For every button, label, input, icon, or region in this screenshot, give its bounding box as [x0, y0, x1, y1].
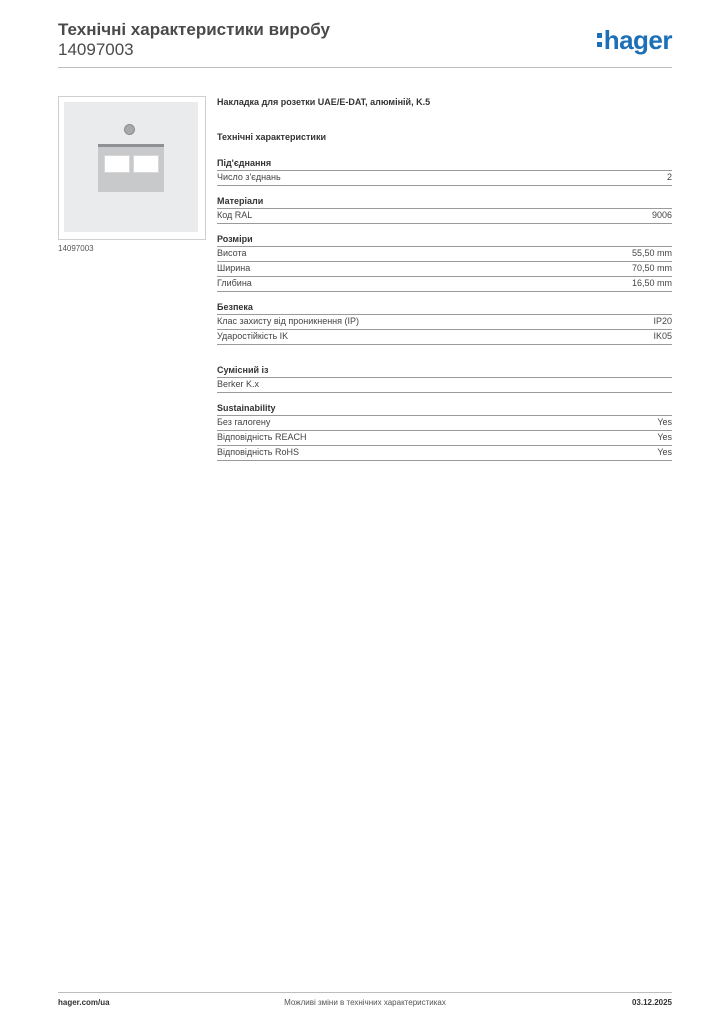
spec-row — [217, 431, 672, 446]
spec-row — [217, 262, 672, 277]
spec-value: Yes — [657, 432, 672, 442]
spec-row — [217, 378, 672, 393]
spec-group-title: Під'єднання — [217, 157, 672, 171]
spec-value: 70,50 mm — [631, 263, 672, 273]
spec-group-title: Розміри — [217, 233, 672, 247]
spec-group-title: Sustainability — [217, 402, 672, 416]
spec-value: IK05 — [653, 331, 672, 341]
spec-label: Відповідність REACH — [217, 432, 307, 442]
spec-group-safety — [217, 301, 672, 345]
spec-group-sustainability — [217, 402, 672, 461]
page-header — [58, 20, 672, 60]
spec-value: 55,50 mm — [631, 248, 672, 258]
spec-group-connection — [217, 157, 672, 186]
data-port-icon — [104, 155, 130, 173]
spec-row — [217, 209, 672, 224]
header-divider — [58, 67, 672, 68]
spec-row — [217, 315, 672, 330]
spec-label: Число з'єднань — [217, 172, 281, 182]
spec-row — [217, 277, 672, 292]
spec-group-title: Сумісний із — [217, 364, 672, 378]
spec-label: Ударостійкість IK — [217, 331, 289, 341]
footer-date: 03.12.2025 — [631, 998, 672, 1007]
spec-value: Yes — [657, 447, 672, 457]
spec-value: 2 — [666, 172, 672, 182]
spec-label: Відповідність RoHS — [217, 447, 299, 457]
spec-group-title: Матеріали — [217, 195, 672, 209]
image-caption: 14097003 — [58, 244, 94, 253]
footer-website-link[interactable]: hager.com/ua — [58, 998, 110, 1007]
spec-value: 16,50 mm — [631, 278, 672, 288]
spec-row — [217, 247, 672, 262]
spec-group-materials — [217, 195, 672, 224]
spec-value: 9006 — [651, 210, 672, 220]
section-heading: Технічні характеристики — [217, 132, 326, 142]
product-image — [58, 96, 206, 240]
spec-row — [217, 416, 672, 431]
spec-row — [217, 330, 672, 345]
spec-value: IP20 — [653, 316, 672, 326]
spec-label: Без галогену — [217, 417, 271, 427]
spec-label: Код RAL — [217, 210, 253, 220]
cover-plate-picture — [64, 102, 198, 232]
spec-label: Глибина — [217, 278, 252, 288]
spec-label: Berker K.x — [217, 379, 260, 389]
spec-group-title: Безпека — [217, 301, 672, 315]
spec-group-dimensions — [217, 233, 672, 292]
logo-text: hager — [603, 25, 672, 55]
footer-divider — [58, 992, 672, 993]
spec-value: Yes — [657, 417, 672, 427]
footer-note: Можливі зміни в технічних характеристиках — [284, 998, 446, 1007]
product-name: Накладка для розетки UAE/E-DAT, алюміній, K.5 — [217, 97, 431, 107]
spec-label: Висота — [217, 248, 247, 258]
spec-label: Ширина — [217, 263, 251, 273]
socket-opening — [98, 144, 164, 192]
specifications — [217, 96, 672, 470]
product-code: 14097003 — [58, 40, 134, 59]
screw-icon — [124, 124, 135, 135]
spec-group-compatible — [217, 364, 672, 393]
logo-colon-icon — [597, 30, 602, 50]
hager-logo — [597, 25, 672, 56]
data-port-icon — [133, 155, 159, 173]
spec-row — [217, 446, 672, 461]
spec-label: Клас захисту від проникнення (IP) — [217, 316, 360, 326]
spec-row — [217, 171, 672, 186]
document-title: Технічні характеристики виробу — [58, 20, 330, 39]
